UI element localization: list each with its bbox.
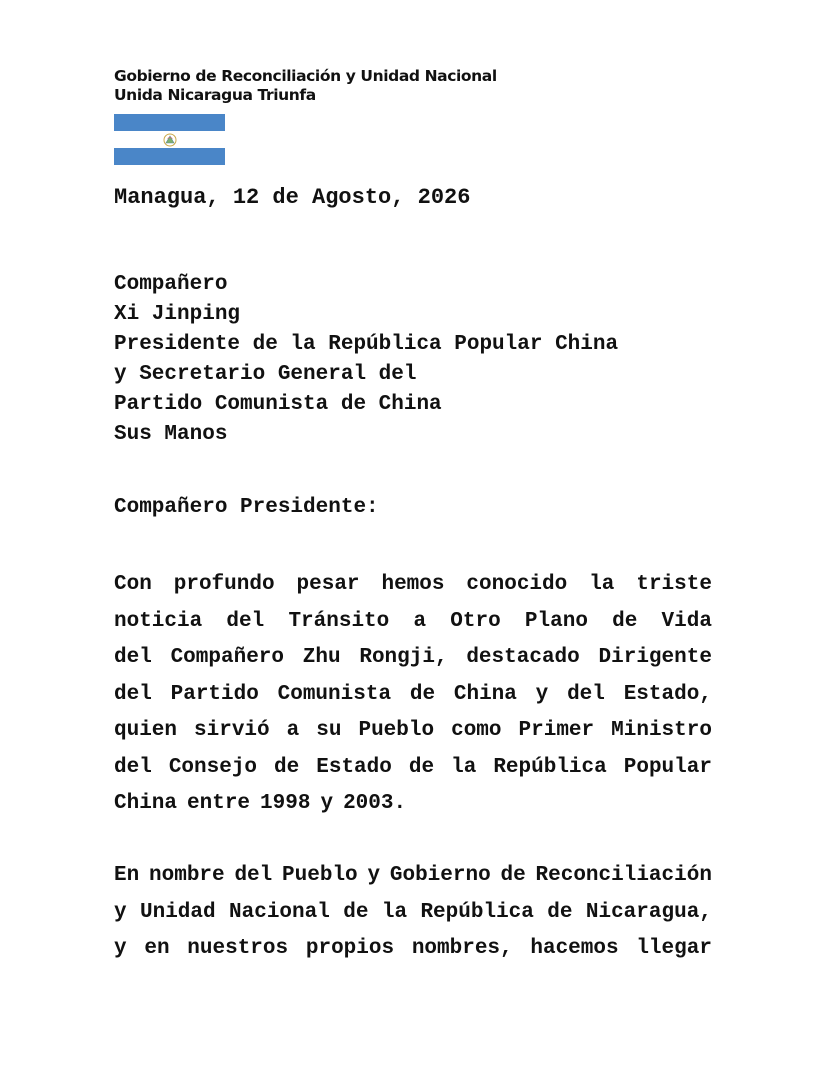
coat-of-arms-icon	[163, 133, 177, 147]
paragraph-line: China entre 1998 y 2003.	[114, 792, 407, 815]
flag-top-stripe	[114, 114, 225, 131]
addressee-line: Sus Manos	[114, 423, 228, 446]
paragraph-line: noticia del Tránsito a Otro Plano de Vida	[114, 609, 712, 633]
salutation: Compañero Presidente:	[114, 496, 379, 519]
paragraph-line: del Partido Comunista de China y del Estado,	[114, 682, 712, 706]
paragraph-line: quien sirvió a su Pueblo como Primer Ministro	[114, 719, 712, 742]
addressee-line: y Secretario General del	[114, 363, 417, 386]
letterhead-slogan: Unida Nicaragua Triunfa	[114, 86, 316, 104]
addressee-line: Xi Jinping	[114, 303, 241, 326]
paragraph-line: del Consejo de Estado de la República Popular	[114, 755, 712, 779]
addressee-line: Compañero	[114, 273, 228, 296]
paragraph-line: y en nuestros propios nombres, hacemos llegar	[114, 937, 712, 960]
paragraph-condolence	[114, 567, 712, 823]
paragraph-line: Con profundo pesar hemos conocido la triste	[114, 573, 712, 596]
addressee-block	[114, 270, 618, 450]
flag-bottom-stripe	[114, 148, 225, 165]
letterhead	[114, 67, 497, 105]
paragraph-on-behalf	[114, 858, 712, 968]
paragraph-line: En nombre del Pueblo y Gobierno de Reconciliación	[114, 864, 712, 887]
letter-date: Managua, 12 de Agosto, 2026	[114, 185, 471, 210]
flag-center-stripe	[114, 131, 225, 148]
paragraph-line: y Unidad Nacional de la República de Nicaragua,	[114, 900, 712, 924]
paragraph-line: del Compañero Zhu Rongji, destacado Dirigente	[114, 646, 712, 669]
nicaragua-flag-icon	[114, 114, 225, 165]
addressee-line: Partido Comunista de China	[114, 393, 442, 416]
letterhead-government-name: Gobierno de Reconciliación y Unidad Nacional	[114, 67, 497, 85]
addressee-line: Presidente de la República Popular China	[114, 333, 619, 356]
